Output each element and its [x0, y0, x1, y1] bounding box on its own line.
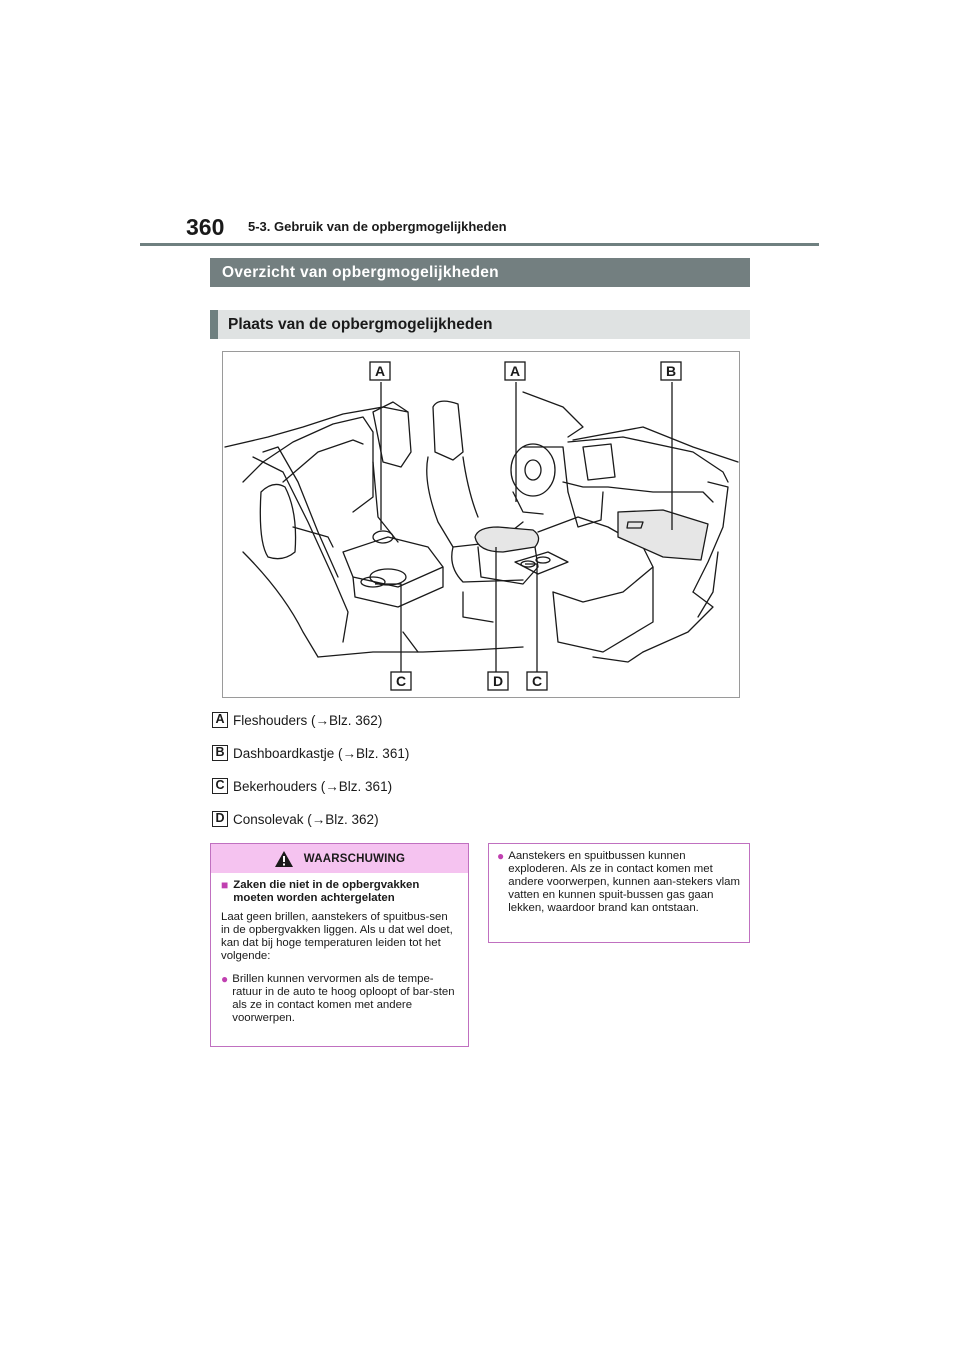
legend-item [212, 808, 409, 830]
page-number: 360 [186, 214, 225, 240]
warning-header [211, 844, 468, 873]
legend-text: Dashboardkastje (→Blz. 361) [233, 745, 410, 761]
legend-letter: A [212, 712, 228, 728]
legend-item [212, 775, 409, 797]
warning-box [210, 843, 469, 1047]
legend-item [212, 709, 409, 731]
storage-legend [212, 709, 409, 841]
warning-heading-row [221, 879, 458, 905]
callout-c-left: C [395, 673, 407, 689]
section-title: Overzicht van opbergmogelijkheden [210, 258, 750, 287]
legend-letter: B [212, 745, 228, 761]
callout-d: D [492, 673, 504, 689]
legend-text: Fleshouders (→Blz. 362) [233, 712, 383, 728]
car-interior-drawing [223, 352, 739, 697]
circle-bullet-icon: ● [497, 849, 505, 863]
warning-label: WAARSCHUWING [303, 852, 406, 865]
callout-b: B [665, 363, 677, 379]
warning-bullet [221, 973, 458, 1025]
warning-body [211, 873, 468, 1025]
callout-c-right: C [531, 673, 543, 689]
warning-bullet-text: Aanstekers en spuitbussen kunnen exploderen. Als ze in contact komen met andere voorwerpen, kunnen aan-stekers vlam vatten en kunnen spuit-bussen gas gaan lekken, waardoor brand kan ontstaan. [508, 850, 740, 914]
warning-bullet [497, 850, 741, 915]
section-reference: 5-3. Gebruik van de opbergmogelijkheden [248, 219, 507, 234]
warning-bullet-text: Brillen kunnen vervormen als de tempe-ratuur in de auto te hoog oploopt of bar-sten als ze in contact komen met andere voorwerpen. [232, 973, 455, 1024]
legend-letter: C [212, 778, 228, 794]
callout-a-right: A [509, 363, 521, 379]
car-interior-illustration [222, 351, 740, 698]
warning-triangle-icon [274, 850, 294, 868]
legend-text: Consolevak (→Blz. 362) [233, 811, 379, 827]
warning-heading: Zaken die niet in de opbergvakken moeten worden achtergelaten [233, 879, 420, 904]
legend-letter: D [212, 811, 228, 827]
warning-continuation-box [488, 843, 750, 943]
callout-a-left: A [374, 363, 386, 379]
legend-text: Bekerhouders (→Blz. 361) [233, 778, 393, 794]
square-bullet-icon: ■ [221, 878, 229, 892]
warning-intro: Laat geen brillen, aanstekers of spuitbus-sen in de opbergvakken liggen. Als u dat wel doet, kan dat bij hoge temperaturen leiden tot het volgende: [221, 911, 453, 962]
legend-item [212, 742, 409, 764]
section-subtitle: Plaats van de opbergmogelijkheden [210, 310, 750, 339]
circle-bullet-icon: ● [221, 972, 229, 986]
header-rule [140, 243, 819, 246]
